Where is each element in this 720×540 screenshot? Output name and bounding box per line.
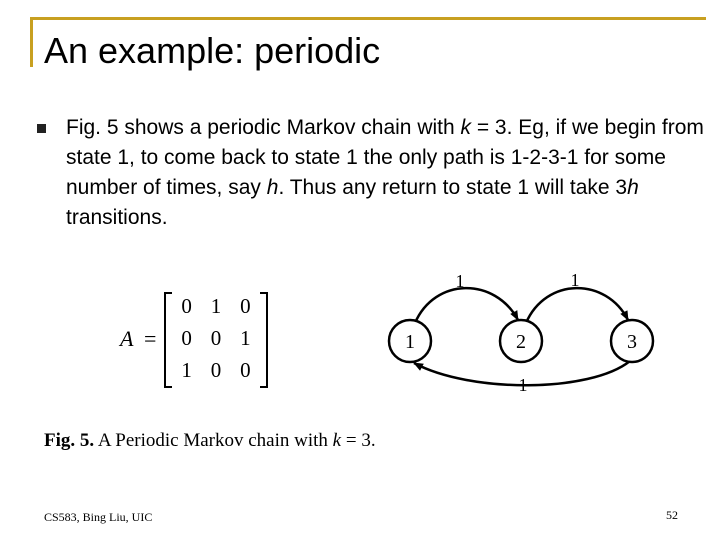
markov-chain-diagram xyxy=(380,265,670,395)
matrix-cell: 0 xyxy=(210,358,222,382)
edge-3-to-1-label: 1 xyxy=(518,375,528,395)
variable-k: k xyxy=(460,116,471,139)
page-number: 52 xyxy=(666,508,678,522)
variable-h: h xyxy=(266,176,279,199)
state-node-1-label: 1 xyxy=(405,331,415,353)
matrix-cell: 0 xyxy=(210,326,222,350)
matrix-equals-sign: = xyxy=(144,326,157,351)
edge-1-to-2-label: 1 xyxy=(455,271,465,291)
matrix-cell: 1 xyxy=(210,294,222,318)
square-bullet-icon xyxy=(37,124,46,133)
bullet-text-part-1: Fig. 5 shows a periodic Markov chain with xyxy=(66,116,461,139)
edge-2-to-3-label: 1 xyxy=(570,270,580,290)
figure-caption xyxy=(44,430,376,452)
state-node-3-label: 3 xyxy=(627,331,637,353)
matrix-cell: 0 xyxy=(240,358,251,382)
edge-2-to-3 xyxy=(526,288,628,323)
state-node-2-label: 2 xyxy=(516,331,526,353)
bullet-text-part-4: transitions. xyxy=(66,206,168,229)
edge-1-to-2 xyxy=(415,288,518,323)
matrix-cell: 0 xyxy=(181,326,192,350)
title-frame-left-border xyxy=(30,17,33,67)
figure-number: Fig. 5. xyxy=(44,430,95,451)
matrix-cell: 1 xyxy=(240,326,251,350)
matrix-cell: 1 xyxy=(181,358,192,382)
caption-variable-k: k xyxy=(332,430,342,451)
matrix-right-bracket xyxy=(260,292,268,388)
matrix-left-bracket xyxy=(164,292,172,388)
bullet-text-part-3: . Thus any return to state 1 will take 3 xyxy=(278,176,628,199)
slide-title: An example: periodic xyxy=(44,30,381,71)
caption-end: = 3. xyxy=(341,430,376,451)
title-frame-top-border xyxy=(30,17,706,20)
matrix-cell: 0 xyxy=(181,294,192,318)
caption-text: A Periodic Markov chain with xyxy=(94,430,333,451)
matrix-cell: 0 xyxy=(240,294,251,318)
bullet-text-part-2: = 3. Eg, if we begin from state 1, to come back to state 1 the only path is 1-2-3-1 for some number of times, say xyxy=(66,116,704,199)
transition-matrix xyxy=(120,290,280,390)
variable-h: h xyxy=(627,176,639,199)
matrix-cells xyxy=(172,294,260,383)
footer-course-label: CS583, Bing Liu, UIC xyxy=(44,510,153,524)
matrix-label: A xyxy=(120,326,134,351)
bullet-text xyxy=(66,113,706,233)
